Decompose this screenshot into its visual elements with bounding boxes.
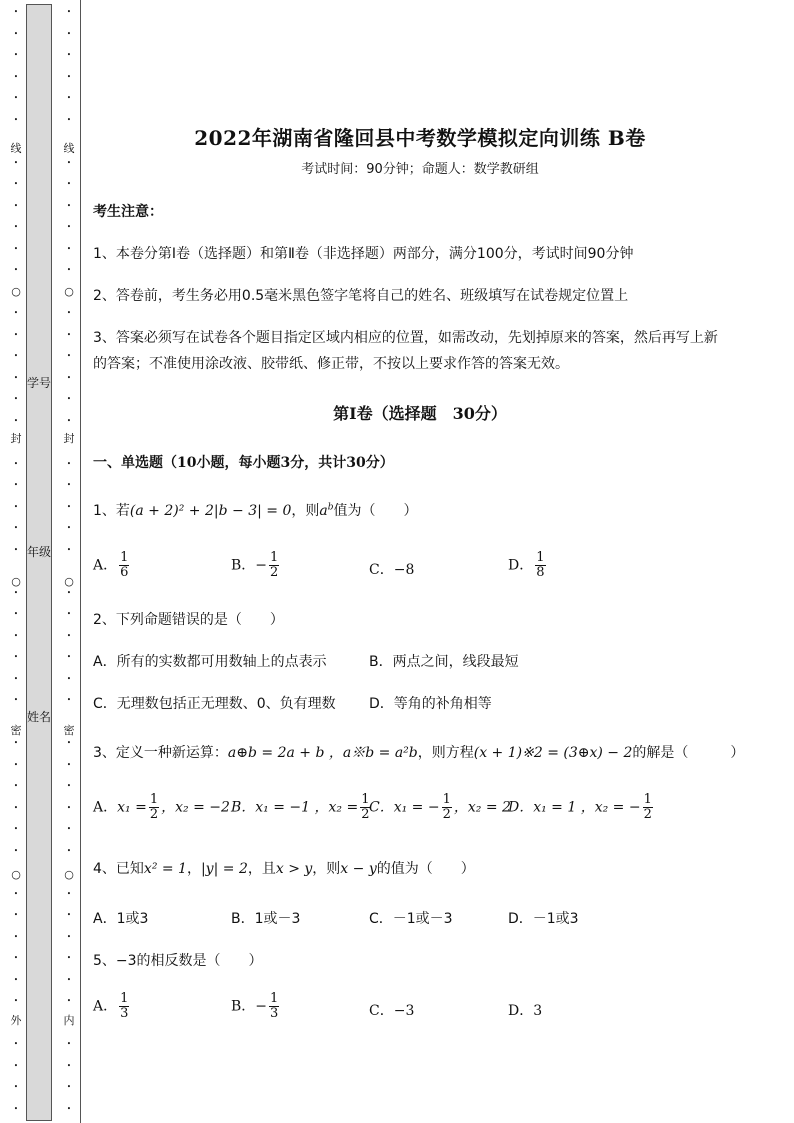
inner-margin-dot: • [66,223,72,231]
notice-heading: 考生注意： [93,204,163,220]
question-1-option-b: B．− $\frac{1}{2}$ [231,550,279,580]
question-1-stem: 1、若(a + 2)² + 2|b − 3| = 0，则$a^b$值为（ ） [93,502,418,519]
outer-margin-dot: • [13,223,19,231]
notice-item: 3、答案必须写在试卷各个题目指定区域内相应的位置，如需改动，先划掉原来的答案，然后再写上新 [93,330,718,346]
question-3-option-d: D．x₁ = 1 ，x₂ = − $\frac{1}{2}$ [508,792,652,822]
inner-margin-dot: • [66,51,72,59]
inner-margin-dot: • [66,997,72,1005]
inner-margin-dot: • [66,932,72,941]
inner-margin-dot: • [66,674,72,683]
outer-margin-dot: • [13,416,19,425]
outer-margin-dot: • [13,997,19,1005]
inner-margin-dot: • [66,502,72,511]
question-3-option-a: A．x₁ = $\frac{1}{2}$ ，x₂ = −2 [93,792,230,822]
question-5-option-a: A． $\frac{1}{3}$ [93,991,129,1021]
outer-margin-dot: • [13,29,19,38]
question-2-option-a: A．所有的实数都可用数轴上的点表示 [93,654,327,670]
question-2-stem: 2、下列命题错误的是（ ） [93,612,284,628]
inner-margin-dot: • [66,352,72,360]
notice-item: 2、答卷前，考生务必用0.5毫米黑色签字笔将自己的姓名、班级填写在试卷规定位置上 [93,288,629,304]
inner-margin-dot: • [66,180,72,188]
inner-margin-dot: • [66,846,72,855]
inner-margin-label: 内 [63,1014,75,1027]
outer-margin-dot: • [13,803,19,812]
question-2-option-b: B．两点之间，线段最短 [369,654,519,670]
outer-margin-dot: • [13,8,19,16]
outer-margin-dot: • [13,524,19,532]
outer-margin-dot: • [13,158,19,167]
outer-margin-label: ○ [11,285,21,298]
inner-margin-dot: • [66,94,72,102]
outer-margin-dot: • [13,115,19,124]
inner-margin-label: ○ [64,868,74,881]
inner-dotted-line [63,0,75,1123]
inner-margin-dot: • [66,653,72,661]
outer-margin-label: 外 [10,1014,22,1027]
inner-margin-dot: • [66,760,72,769]
part-title: 一、单选题（10小题，每小题3分，共计30分） [93,455,394,471]
inner-margin-label: 密 [63,724,75,737]
outer-margin-label: ○ [11,868,21,881]
inner-margin-dot: • [66,1061,72,1070]
inner-margin-label: 封 [63,432,75,445]
outer-margin-dot: • [13,588,19,597]
inner-margin-dot: • [66,803,72,812]
outer-margin-label: ○ [11,575,21,588]
section-title: 第Ⅰ卷（选择题 30分） [333,404,507,423]
inner-margin-dot: • [66,8,72,16]
outer-margin-dot: • [13,180,19,188]
outer-dotted-line [10,0,22,1123]
inner-margin-dot: • [66,373,72,382]
inner-margin-dot: • [66,201,72,210]
inner-margin-dot: • [66,610,72,618]
student-id-label: 学号 [26,376,51,390]
outer-margin-dot: • [13,373,19,382]
outer-margin-dot: • [13,889,19,898]
inner-margin-dot: • [66,524,72,532]
outer-margin-dot: • [13,653,19,661]
binding-strip [26,4,52,1121]
question-4-option-d: D．－1或3 [508,911,579,927]
binding-line [80,0,81,1123]
outer-margin-dot: • [13,825,19,833]
outer-margin-dot: • [13,266,19,274]
question-5-option-d: D．3 [508,1003,543,1019]
outer-margin-dot: • [13,502,19,511]
outer-margin-dot: • [13,739,19,747]
outer-margin-dot: • [13,481,19,489]
inner-margin-dot: • [66,29,72,38]
notice-item: 1、本卷分第Ⅰ卷（选择题）和第Ⅱ卷（非选择题）两部分，满分100分，考试时间90分钟 [93,246,634,262]
outer-margin-dot: • [13,696,19,704]
question-1-option-d: D． $\frac{1}{8}$ [508,550,545,580]
inner-margin-label: 线 [63,142,75,155]
outer-margin-label: 密 [10,724,22,737]
inner-margin-dot: • [66,1083,72,1091]
inner-margin-dot: • [66,416,72,425]
inner-margin-dot: • [66,481,72,489]
inner-margin-dot: • [66,975,72,984]
inner-margin-dot: • [66,309,72,317]
question-3-option-c: C．x₁ = − $\frac{1}{2}$ ，x₂ = 2 [369,792,511,822]
inner-margin-dot: • [66,266,72,274]
grade-label: 年级 [26,545,51,559]
question-5-option-c: C．−3 [369,1003,415,1019]
inner-margin-dot: • [66,631,72,640]
outer-margin-dot: • [13,309,19,317]
outer-margin-dot: • [13,932,19,941]
outer-margin-dot: • [13,201,19,210]
inner-margin-dot: • [66,825,72,833]
outer-margin-dot: • [13,1083,19,1091]
inner-margin-dot: • [66,244,72,253]
inner-margin-dot: • [66,545,72,554]
outer-margin-dot: • [13,1104,19,1113]
inner-margin-dot: • [66,1104,72,1113]
inner-margin-dot: • [66,115,72,124]
outer-margin-dot: • [13,610,19,618]
outer-margin-dot: • [13,846,19,855]
question-3-stem: 3、定义一种新运算：a⊕b = 2a + b ，a※b = a²b，则方程(x + 1)※2 = (3⊕x) − 2的解是（ ） [93,745,745,761]
outer-margin-dot: • [13,330,19,339]
inner-margin-dot: • [66,459,72,468]
outer-margin-dot: • [13,244,19,253]
outer-margin-dot: • [13,395,19,403]
outer-margin-dot: • [13,911,19,919]
inner-margin-dot: • [66,782,72,790]
inner-margin-label: ○ [64,285,74,298]
inner-margin-dot: • [66,1040,72,1048]
outer-margin-dot: • [13,459,19,468]
inner-margin-dot: • [66,739,72,747]
inner-margin-dot: • [66,954,72,962]
question-4-option-b: B．1或－3 [231,911,301,927]
outer-margin-dot: • [13,782,19,790]
outer-margin-dot: • [13,975,19,984]
question-3-option-b: B．x₁ = −1 ，x₂ = $\frac{1}{2}$ [231,792,370,822]
inner-margin-dot: • [66,395,72,403]
inner-margin-dot: • [66,588,72,597]
inner-margin-dot: • [66,696,72,704]
outer-margin-dot: • [13,674,19,683]
question-2-option-d: D．等角的补角相等 [369,696,492,712]
outer-margin-label: 封 [10,432,22,445]
outer-margin-dot: • [13,954,19,962]
inner-margin-dot: • [66,330,72,339]
inner-margin-dot: • [66,911,72,919]
outer-margin-dot: • [13,1040,19,1048]
question-5-stem: 5、−3的相反数是（ ） [93,953,263,969]
exam-subtitle: 考试时间：90分钟；命题人：数学教研组 [301,162,539,177]
question-4-option-a: A．1或3 [93,911,149,927]
inner-margin-dot: • [66,158,72,167]
outer-margin-dot: • [13,1061,19,1070]
outer-margin-dot: • [13,72,19,81]
inner-margin-dot: • [66,889,72,898]
outer-margin-dot: • [13,94,19,102]
question-1-option-c: C．−8 [369,562,415,578]
question-4-option-c: C．－1或－3 [369,911,453,927]
outer-margin-dot: • [13,760,19,769]
outer-margin-dot: • [13,545,19,554]
question-5-option-b: B．− $\frac{1}{3}$ [231,991,279,1021]
question-4-stem: 4、已知x² = 1，|y| = 2，且x > y，则x − y的值为（ ） [93,861,475,877]
question-2-option-c: C．无理数包括正无理数、0、负有理数 [93,696,336,712]
inner-margin-label: ○ [64,575,74,588]
inner-margin-dot: • [66,72,72,81]
question-1-option-a: A． $\frac{1}{6}$ [93,550,129,580]
name-label: 姓名 [26,710,51,724]
exam-title: 2022年湖南省隆回县中考数学模拟定向训练 B卷 [194,126,646,150]
notice-item: 的答案；不准使用涂改液、胶带纸、修正带，不按以上要求作答的答案无效。 [93,356,569,372]
outer-margin-dot: • [13,631,19,640]
outer-margin-label: 线 [10,142,22,155]
outer-margin-dot: • [13,51,19,59]
outer-margin-dot: • [13,352,19,360]
